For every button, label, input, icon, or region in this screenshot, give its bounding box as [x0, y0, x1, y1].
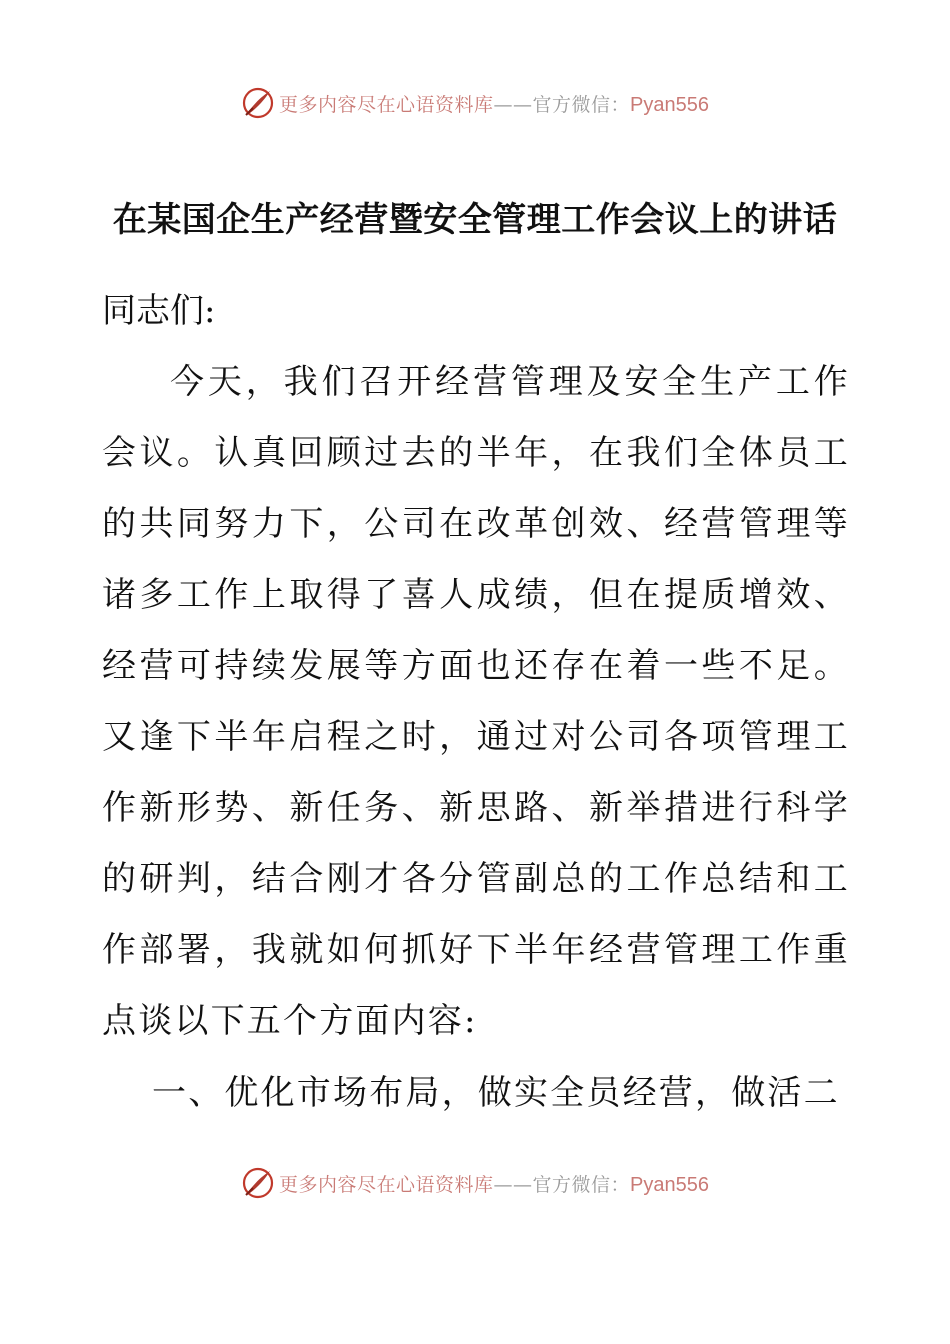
watermark-wechat-id: Pyan556	[630, 93, 709, 116]
quill-logo-icon	[241, 1166, 275, 1200]
footer-watermark	[0, 1163, 950, 1203]
salutation: 同志们:	[102, 291, 216, 331]
watermark-main-text: 更多内容尽在心语资料库	[279, 1173, 494, 1196]
watermark-dash: ——	[493, 1173, 533, 1196]
watermark-sub-text: 官方微信：	[532, 93, 631, 116]
watermark-sub-text: 官方微信：	[532, 1173, 631, 1196]
watermark-main-text: 更多内容尽在心语资料库	[279, 93, 494, 116]
document-title: 在某国企生产经营暨安全管理工作会议上的讲话	[112, 200, 838, 240]
quill-logo-icon	[241, 86, 275, 120]
body-paragraph: 今天，我们召开经营管理及安全生产工作会议。认真回顾过去的半年，在我们全体员工的共同努力下，公司在改革创效、经营管理等诸多工作上取得了喜人成绩，但在提质增效、经营可持续发展等方面也还存在着一些不足。又逢下半年启程之时，通过对公司各项管理工作新形势、新任务、新思路、新举措进行科学的研判，结合刚才各分管副总的工作总结和工作部署，我就如何抓好下半年经营管理工作重点谈以下五个方面内容:	[102, 362, 850, 1041]
watermark-dash: ——	[493, 93, 533, 116]
section-heading: 一、优化市场布局，做实全员经营，做活二	[152, 1073, 840, 1113]
watermark-wechat-id: Pyan556	[630, 1173, 709, 1196]
header-watermark	[0, 83, 950, 123]
